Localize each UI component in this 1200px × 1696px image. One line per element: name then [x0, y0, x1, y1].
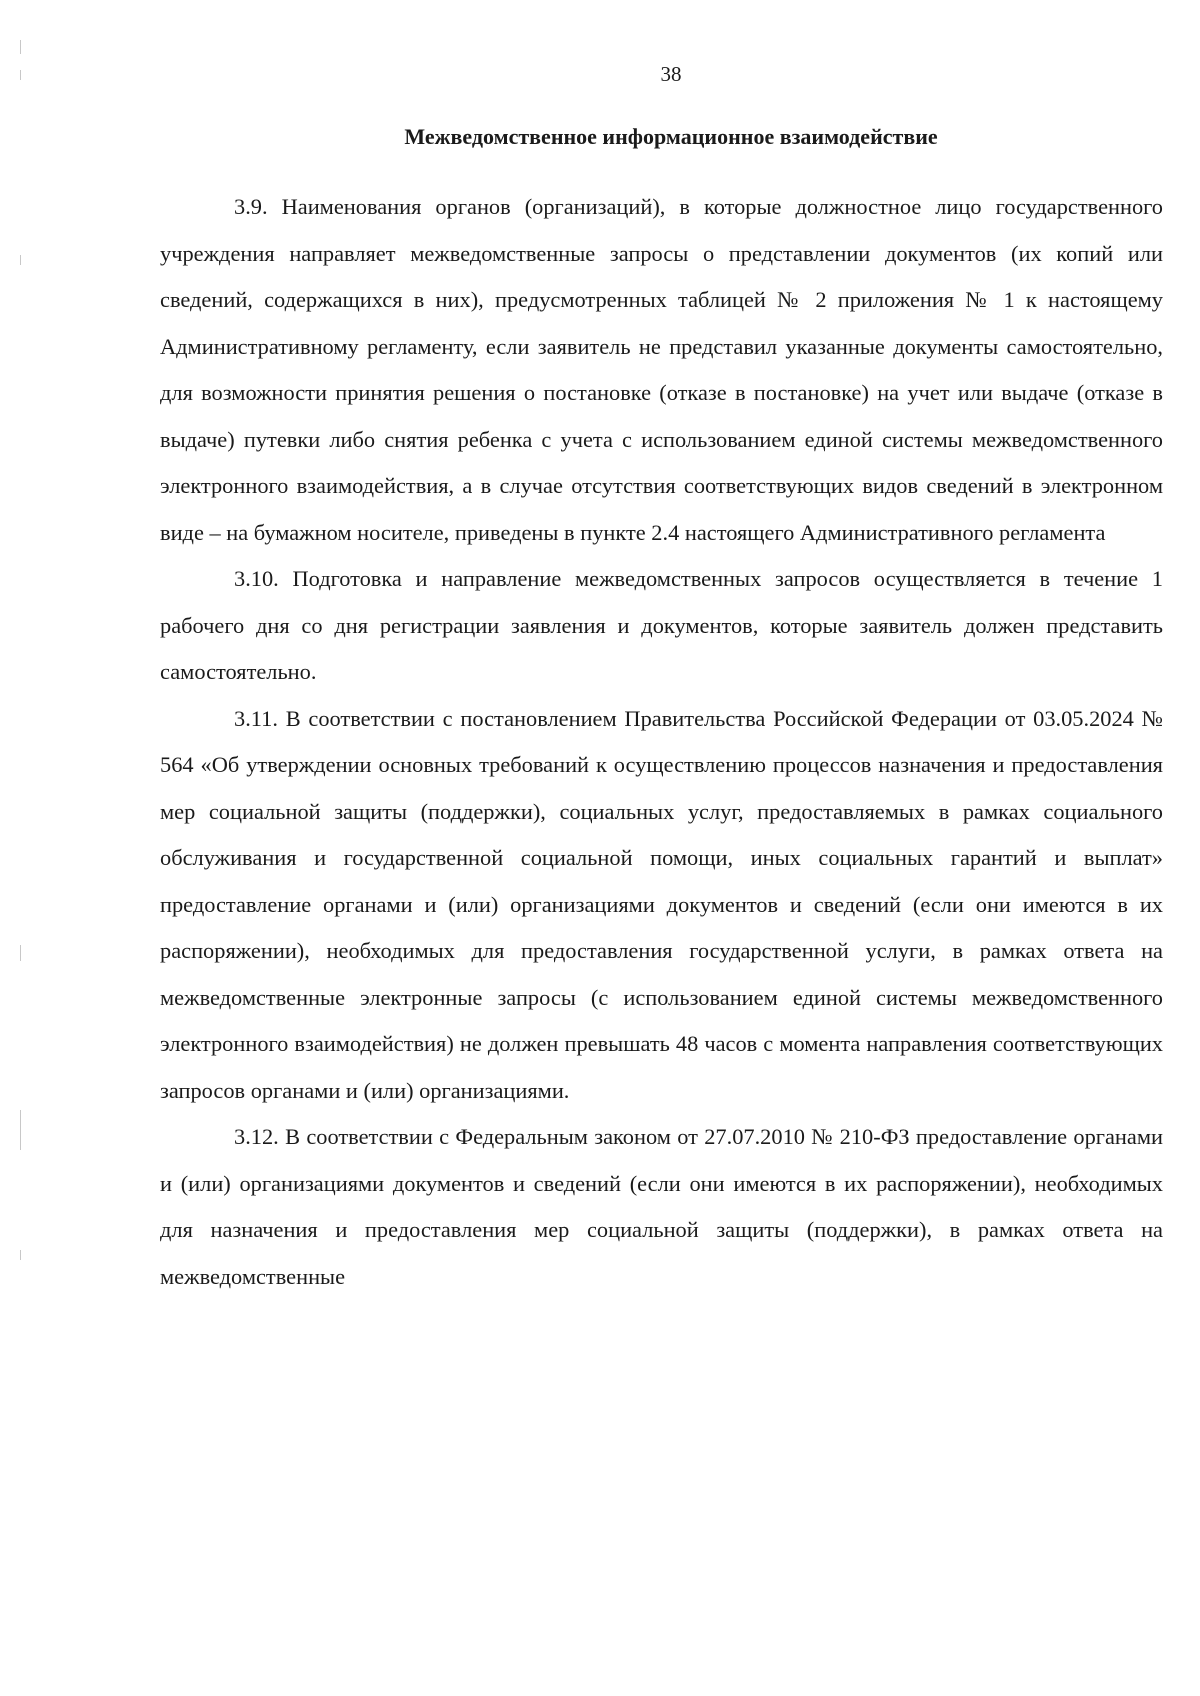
paragraph-3-10: 3.10. Подготовка и направление межведомственных запросов осуществляется в течение 1 рабочего дня со дня регистрации заявления и документов, которые заявитель должен представить самостоятельно. — [160, 566, 1163, 684]
section-title: Межведомственное информационное взаимодействие — [404, 124, 938, 149]
paragraph-3-11: 3.11. В соответствии с постановлением Правительства Российской Федерации от 03.05.2024 № 564 «Об утверждении основных требований к осуществлению процессов назначения и предоставления мер социальной защиты (поддержки), социальных услуг, предоставляемых в рамках социального обслуживания и государственной социальной помощи, иных социальных гарантий и выплат» предоставление органами и (или) организациями документов и сведений (если они имеются в их распоряжении), необходимых для предоставления государственной услуги, в рамках ответа на межведомственные электронные запросы (с использованием единой системы межведомственного электронного взаимодействия) не должен превышать 48 часов с момента направления соответствующих запросов органами и (или) организациями. — [160, 705, 1163, 1103]
scan-edge-mark — [20, 945, 21, 961]
scan-edge-mark — [20, 1250, 21, 1260]
scan-edge-mark — [20, 40, 21, 54]
body-text — [160, 184, 1163, 1300]
paragraph-3-12: 3.12. В соответствии с Федеральным законом от 27.07.2010 № 210-ФЗ предоставление органами и (или) организациями документов и сведений (если они имеются в их распоряжении), необходимых для назначения и предоставления мер социальной защиты (поддержки), в рамках ответа на межведомственные — [160, 1124, 1163, 1289]
page-number: 38 — [660, 62, 682, 86]
scan-edge-mark — [20, 255, 21, 265]
paragraph-3-9: 3.9. Наименования органов (организаций), в которые должностное лицо государственного учреждения направляет межведомственные запросы о представлении документов (их копий или сведений, содержащихся в них), предусмотренных таблицей № 2 приложения № 1 к настоящему Административному регламенту, если заявитель не представил указанные документы самостоятельно, для возможности принятия решения о постановке (отказе в постановке) на учет или выдаче (отказе в выдаче) путевки либо снятия ребенка с учета с использованием единой системы межведомственного электронного взаимодействия, а в случае отсутствия соответствующих видов сведений в электронном виде – на бумажном носителе, приведены в пункте 2.4 настоящего Административного регламента — [160, 194, 1163, 545]
scan-edge-mark — [20, 1110, 21, 1150]
